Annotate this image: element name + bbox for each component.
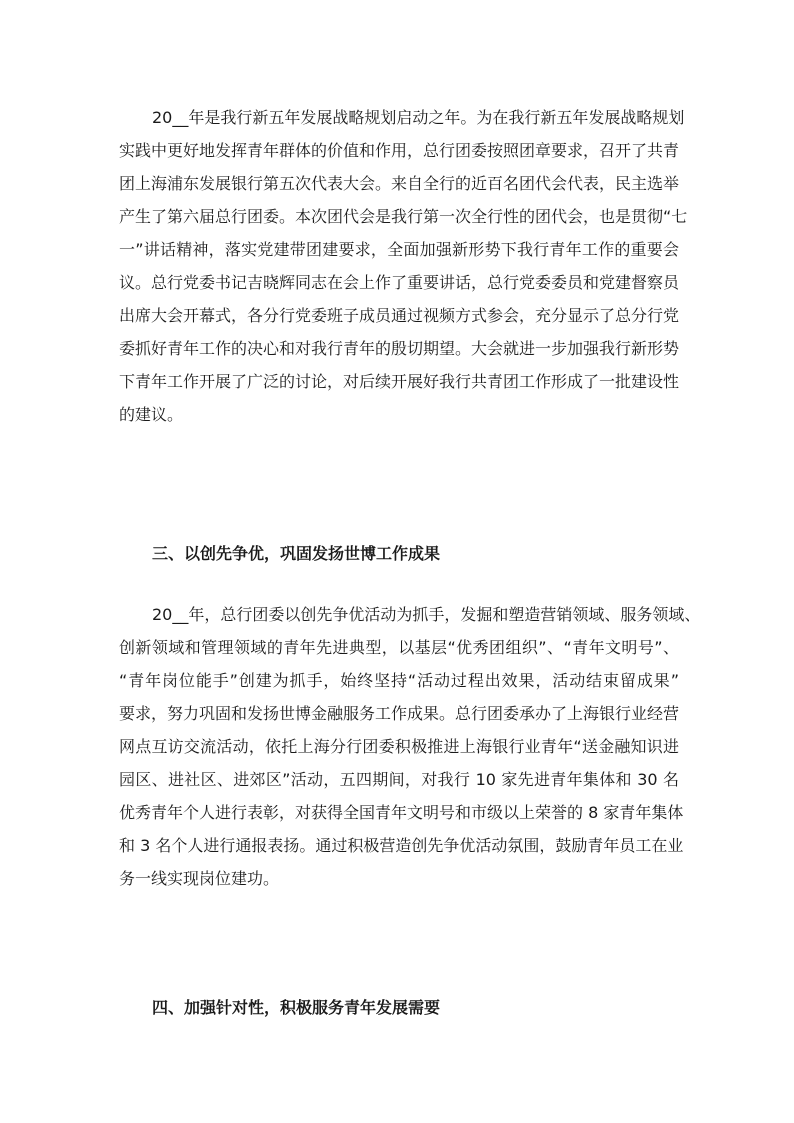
section-heading-4: 四、加强针对性，积极服务青年发展需要 [152, 998, 441, 1017]
text-line: 的建议。 [119, 405, 184, 424]
text-line: 20__年，总行团委以创先争优活动为抓手，发掘和塑造营销领域、服务领域、 [152, 605, 701, 624]
text-line: 要求，努力巩固和发扬世博金融服务工作成果。总行团委承办了上海银行业经营 [119, 704, 680, 723]
text-line: 务一线实现岗位建功。 [119, 869, 280, 888]
section-heading-3: 三、以创先争优，巩固发扬世博工作成果 [152, 544, 441, 563]
text-line: 和 3 名个人进行通报表扬。通过积极营造创先争优活动氛围，鼓励青年员工在业 [119, 836, 684, 855]
text-line: 实践中更好地发挥青年群体的价值和作用，总行团委按照团章要求，召开了共青 [119, 141, 680, 160]
paragraph-1 [119, 101, 688, 431]
paragraph-2 [119, 598, 701, 895]
text-line: 委抓好青年工作的决心和对我行青年的殷切期望。大会就进一步加强我行新形势 [119, 339, 680, 358]
text-line: 20__年是我行新五年发展战略规划启动之年。为在我行新五年发展战略规划 [152, 108, 685, 127]
text-line: 园区、进社区、进郊区”活动，五四期间，对我行 10 家先进青年集体和 30 名 [119, 770, 679, 789]
text-line: 团上海浦东发展银行第五次代表大会。来自全行的近百名团代会代表，民主选举 [119, 174, 680, 193]
text-line: 一”讲话精神，落实党建带团建要求，全面加强新形势下我行青年工作的重要会 [119, 240, 679, 259]
text-line: 创新领域和管理领域的青年先进典型，以基层“优秀团组织”、“青年文明号”、 [119, 638, 679, 657]
text-line: 产生了第六届总行团委。本次团代会是我行第一次全行性的团代会，也是贯彻“七 [119, 207, 688, 226]
text-line: 议。总行党委书记吉晓辉同志在会上作了重要讲话，总行党委委员和党建督察员 [119, 273, 680, 292]
text-line: 出席大会开幕式，各分行党委班子成员通过视频方式参会，充分显示了总分行党 [119, 306, 680, 325]
text-line: 优秀青年个人进行表彰，对获得全国青年文明号和市级以上荣誉的 8 家青年集体 [119, 803, 684, 822]
text-line: “青年岗位能手”创建为抓手，始终坚持“活动过程出效果，活动结束留成果” [119, 671, 679, 690]
text-line: 下青年工作开展了广泛的讨论，对后续开展好我行共青团工作形成了一批建设性 [119, 372, 680, 391]
text-line: 网点互访交流活动，依托上海分行团委积极推进上海银行业青年“送金融知识进 [119, 737, 679, 756]
